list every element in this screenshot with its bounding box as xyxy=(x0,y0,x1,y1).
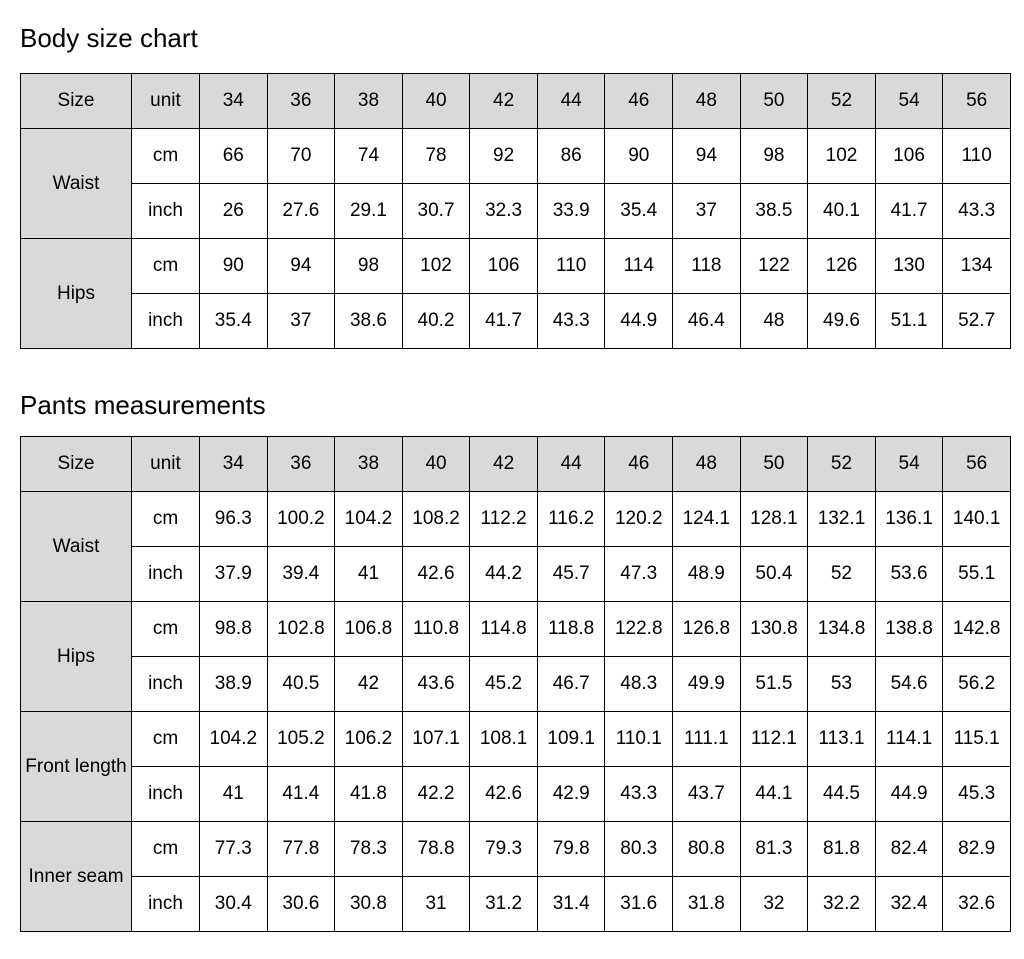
pants-measurements-title: Pants measurements xyxy=(20,390,266,420)
value-cell: 90 xyxy=(605,129,673,184)
value-cell: 82.4 xyxy=(875,822,943,877)
value-cell: 106.2 xyxy=(335,712,403,767)
value-cell: 54.6 xyxy=(875,657,943,712)
value-cell: 136.1 xyxy=(875,492,943,547)
value-cell: 114.1 xyxy=(875,712,943,767)
size-column-header: 52 xyxy=(808,437,876,492)
value-cell: 86 xyxy=(537,129,605,184)
size-column-header: 56 xyxy=(943,74,1011,129)
value-cell: 90 xyxy=(200,239,268,294)
value-cell: 130.8 xyxy=(740,602,808,657)
table-row xyxy=(21,712,1011,767)
value-cell: 45.2 xyxy=(470,657,538,712)
value-cell: 77.8 xyxy=(267,822,335,877)
value-cell: 32 xyxy=(740,877,808,932)
header-row xyxy=(21,437,1011,492)
size-column-header: 34 xyxy=(200,437,268,492)
size-column-header: 50 xyxy=(740,74,808,129)
table-row xyxy=(21,767,1011,822)
value-cell: 51.1 xyxy=(875,294,943,349)
value-cell: 78 xyxy=(402,129,470,184)
measurement-group-label: Waist xyxy=(21,129,132,239)
value-cell: 98 xyxy=(740,129,808,184)
value-cell: 80.3 xyxy=(605,822,673,877)
size-column-header: 46 xyxy=(605,74,673,129)
table-row xyxy=(21,492,1011,547)
measurement-group-label: Hips xyxy=(21,602,132,712)
value-cell: 102 xyxy=(402,239,470,294)
value-cell: 106.8 xyxy=(335,602,403,657)
value-cell: 46.7 xyxy=(537,657,605,712)
unit-cell: cm xyxy=(132,129,200,184)
measurement-group-label: Inner seam xyxy=(21,822,132,932)
unit-cell: inch xyxy=(132,877,200,932)
value-cell: 44.9 xyxy=(875,767,943,822)
value-cell: 31.6 xyxy=(605,877,673,932)
size-header: Size xyxy=(21,74,132,129)
value-cell: 32.4 xyxy=(875,877,943,932)
unit-cell: inch xyxy=(132,547,200,602)
value-cell: 44.1 xyxy=(740,767,808,822)
value-cell: 120.2 xyxy=(605,492,673,547)
value-cell: 138.8 xyxy=(875,602,943,657)
value-cell: 44.2 xyxy=(470,547,538,602)
unit-cell: inch xyxy=(132,184,200,239)
value-cell: 96.3 xyxy=(200,492,268,547)
unit-cell: cm xyxy=(132,602,200,657)
unit-cell: cm xyxy=(132,712,200,767)
value-cell: 48.9 xyxy=(673,547,741,602)
value-cell: 113.1 xyxy=(808,712,876,767)
unit-cell: cm xyxy=(132,822,200,877)
value-cell: 109.1 xyxy=(537,712,605,767)
value-cell: 118.8 xyxy=(537,602,605,657)
value-cell: 56.2 xyxy=(943,657,1011,712)
size-column-header: 44 xyxy=(537,437,605,492)
value-cell: 32.3 xyxy=(470,184,538,239)
size-column-header: 48 xyxy=(673,74,741,129)
value-cell: 29.1 xyxy=(335,184,403,239)
value-cell: 106 xyxy=(470,239,538,294)
value-cell: 43.3 xyxy=(943,184,1011,239)
value-cell: 46.4 xyxy=(673,294,741,349)
value-cell: 38.9 xyxy=(200,657,268,712)
value-cell: 44.9 xyxy=(605,294,673,349)
value-cell: 104.2 xyxy=(335,492,403,547)
value-cell: 110.1 xyxy=(605,712,673,767)
value-cell: 100.2 xyxy=(267,492,335,547)
value-cell: 35.4 xyxy=(200,294,268,349)
table-row xyxy=(21,184,1011,239)
value-cell: 114.8 xyxy=(470,602,538,657)
unit-header: unit xyxy=(132,437,200,492)
value-cell: 31.4 xyxy=(537,877,605,932)
value-cell: 43.6 xyxy=(402,657,470,712)
unit-cell: inch xyxy=(132,767,200,822)
value-cell: 35.4 xyxy=(605,184,673,239)
value-cell: 122.8 xyxy=(605,602,673,657)
value-cell: 118 xyxy=(673,239,741,294)
value-cell: 49.6 xyxy=(808,294,876,349)
value-cell: 27.6 xyxy=(267,184,335,239)
table-row xyxy=(21,657,1011,712)
value-cell: 124.1 xyxy=(673,492,741,547)
value-cell: 132.1 xyxy=(808,492,876,547)
value-cell: 94 xyxy=(673,129,741,184)
value-cell: 31.2 xyxy=(470,877,538,932)
size-column-header: 44 xyxy=(537,74,605,129)
size-column-header: 38 xyxy=(335,74,403,129)
value-cell: 126.8 xyxy=(673,602,741,657)
size-column-header: 40 xyxy=(402,74,470,129)
value-cell: 49.9 xyxy=(673,657,741,712)
value-cell: 52.7 xyxy=(943,294,1011,349)
unit-cell: cm xyxy=(132,492,200,547)
value-cell: 110 xyxy=(943,129,1011,184)
value-cell: 55.1 xyxy=(943,547,1011,602)
value-cell: 41.4 xyxy=(267,767,335,822)
size-column-header: 42 xyxy=(470,74,538,129)
value-cell: 126 xyxy=(808,239,876,294)
value-cell: 142.8 xyxy=(943,602,1011,657)
value-cell: 41.7 xyxy=(470,294,538,349)
table-row xyxy=(21,822,1011,877)
value-cell: 98 xyxy=(335,239,403,294)
value-cell: 32.6 xyxy=(943,877,1011,932)
value-cell: 112.1 xyxy=(740,712,808,767)
value-cell: 94 xyxy=(267,239,335,294)
value-cell: 108.2 xyxy=(402,492,470,547)
value-cell: 51.5 xyxy=(740,657,808,712)
size-column-header: 42 xyxy=(470,437,538,492)
value-cell: 53.6 xyxy=(875,547,943,602)
value-cell: 128.1 xyxy=(740,492,808,547)
value-cell: 40.1 xyxy=(808,184,876,239)
value-cell: 41 xyxy=(200,767,268,822)
size-column-header: 36 xyxy=(267,74,335,129)
value-cell: 92 xyxy=(470,129,538,184)
size-column-header: 50 xyxy=(740,437,808,492)
value-cell: 102 xyxy=(808,129,876,184)
value-cell: 80.8 xyxy=(673,822,741,877)
value-cell: 41.7 xyxy=(875,184,943,239)
value-cell: 42.9 xyxy=(537,767,605,822)
value-cell: 106 xyxy=(875,129,943,184)
value-cell: 105.2 xyxy=(267,712,335,767)
value-cell: 31 xyxy=(402,877,470,932)
value-cell: 30.7 xyxy=(402,184,470,239)
value-cell: 116.2 xyxy=(537,492,605,547)
value-cell: 134.8 xyxy=(808,602,876,657)
value-cell: 37.9 xyxy=(200,547,268,602)
header-row xyxy=(21,74,1011,129)
value-cell: 110.8 xyxy=(402,602,470,657)
unit-header: unit xyxy=(132,74,200,129)
value-cell: 112.2 xyxy=(470,492,538,547)
value-cell: 41 xyxy=(335,547,403,602)
value-cell: 79.8 xyxy=(537,822,605,877)
value-cell: 37 xyxy=(673,184,741,239)
value-cell: 38.5 xyxy=(740,184,808,239)
table-row xyxy=(21,877,1011,932)
value-cell: 43.3 xyxy=(605,767,673,822)
value-cell: 98.8 xyxy=(200,602,268,657)
size-column-header: 54 xyxy=(875,437,943,492)
value-cell: 39.4 xyxy=(267,547,335,602)
value-cell: 43.7 xyxy=(673,767,741,822)
value-cell: 107.1 xyxy=(402,712,470,767)
value-cell: 110 xyxy=(537,239,605,294)
value-cell: 102.8 xyxy=(267,602,335,657)
value-cell: 33.9 xyxy=(537,184,605,239)
unit-cell: inch xyxy=(132,294,200,349)
value-cell: 77.3 xyxy=(200,822,268,877)
value-cell: 26 xyxy=(200,184,268,239)
size-column-header: 48 xyxy=(673,437,741,492)
body-size-table xyxy=(20,73,1011,349)
value-cell: 42.2 xyxy=(402,767,470,822)
table-row xyxy=(21,602,1011,657)
size-column-header: 34 xyxy=(200,74,268,129)
value-cell: 66 xyxy=(200,129,268,184)
value-cell: 130 xyxy=(875,239,943,294)
value-cell: 111.1 xyxy=(673,712,741,767)
unit-cell: cm xyxy=(132,239,200,294)
size-column-header: 52 xyxy=(808,74,876,129)
value-cell: 82.9 xyxy=(943,822,1011,877)
value-cell: 37 xyxy=(267,294,335,349)
value-cell: 114 xyxy=(605,239,673,294)
value-cell: 43.3 xyxy=(537,294,605,349)
size-column-header: 46 xyxy=(605,437,673,492)
value-cell: 44.5 xyxy=(808,767,876,822)
value-cell: 40.2 xyxy=(402,294,470,349)
value-cell: 115.1 xyxy=(943,712,1011,767)
value-cell: 30.4 xyxy=(200,877,268,932)
size-column-header: 56 xyxy=(943,437,1011,492)
value-cell: 81.8 xyxy=(808,822,876,877)
value-cell: 104.2 xyxy=(200,712,268,767)
value-cell: 81.3 xyxy=(740,822,808,877)
value-cell: 47.3 xyxy=(605,547,673,602)
value-cell: 40.5 xyxy=(267,657,335,712)
value-cell: 45.7 xyxy=(537,547,605,602)
value-cell: 45.3 xyxy=(943,767,1011,822)
value-cell: 122 xyxy=(740,239,808,294)
value-cell: 30.6 xyxy=(267,877,335,932)
value-cell: 42 xyxy=(335,657,403,712)
value-cell: 53 xyxy=(808,657,876,712)
value-cell: 108.1 xyxy=(470,712,538,767)
size-header: Size xyxy=(21,437,132,492)
measurement-group-label: Hips xyxy=(21,239,132,349)
value-cell: 134 xyxy=(943,239,1011,294)
size-column-header: 40 xyxy=(402,437,470,492)
value-cell: 70 xyxy=(267,129,335,184)
table-row xyxy=(21,239,1011,294)
value-cell: 41.8 xyxy=(335,767,403,822)
body-size-chart-title: Body size chart xyxy=(20,23,198,53)
value-cell: 50.4 xyxy=(740,547,808,602)
table-row xyxy=(21,129,1011,184)
value-cell: 52 xyxy=(808,547,876,602)
value-cell: 38.6 xyxy=(335,294,403,349)
value-cell: 48 xyxy=(740,294,808,349)
value-cell: 42.6 xyxy=(470,767,538,822)
pants-measurements-table xyxy=(20,436,1011,932)
value-cell: 74 xyxy=(335,129,403,184)
value-cell: 30.8 xyxy=(335,877,403,932)
size-column-header: 54 xyxy=(875,74,943,129)
value-cell: 78.8 xyxy=(402,822,470,877)
value-cell: 79.3 xyxy=(470,822,538,877)
table-row xyxy=(21,294,1011,349)
value-cell: 31.8 xyxy=(673,877,741,932)
unit-cell: inch xyxy=(132,657,200,712)
measurement-group-label: Waist xyxy=(21,492,132,602)
size-column-header: 36 xyxy=(267,437,335,492)
value-cell: 140.1 xyxy=(943,492,1011,547)
value-cell: 48.3 xyxy=(605,657,673,712)
value-cell: 78.3 xyxy=(335,822,403,877)
size-column-header: 38 xyxy=(335,437,403,492)
value-cell: 32.2 xyxy=(808,877,876,932)
table-row xyxy=(21,547,1011,602)
value-cell: 42.6 xyxy=(402,547,470,602)
measurement-group-label: Front length xyxy=(21,712,132,822)
